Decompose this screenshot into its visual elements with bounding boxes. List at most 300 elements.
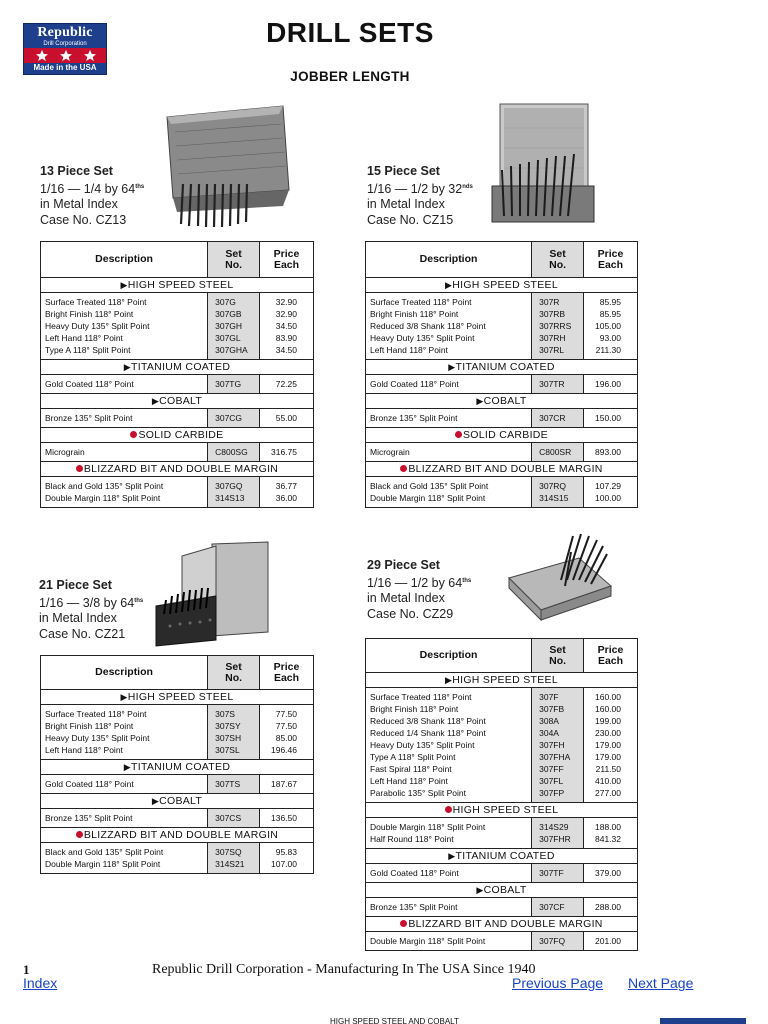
item-descriptions [41, 293, 208, 360]
section-title: HIGH SPEED STEEL [452, 674, 558, 686]
set-21-case: in Metal Index [39, 611, 117, 625]
item-price: 95.83 [275, 847, 297, 857]
table-row [41, 809, 314, 828]
section-title: COBALT [159, 395, 203, 407]
triangle-icon: ▶ [151, 396, 160, 406]
page-title: DRILL SETS [266, 17, 434, 48]
section-header [366, 462, 638, 477]
item-descriptions [366, 898, 532, 917]
item-set-numbers [532, 932, 584, 951]
set-13-case: in Metal Index [40, 197, 118, 211]
set-no-header: Set No. [208, 242, 260, 278]
red-dot-icon [76, 465, 83, 472]
item-price: 85.00 [275, 733, 297, 743]
section-title: COBALT [483, 884, 527, 896]
item-set-numbers [208, 843, 260, 874]
item-price: 288.00 [595, 902, 621, 912]
next-page-link[interactable]: Next Page [628, 975, 694, 991]
description-header: Description [366, 242, 532, 278]
item-set-numbers [532, 818, 584, 849]
item-price: 188.00 [595, 822, 621, 832]
item-description: Bronze 135° Split Point [45, 413, 133, 423]
item-set-number: 307GH [215, 321, 243, 331]
item-price: 230.00 [595, 728, 621, 738]
item-set-number: 307FQ [539, 936, 566, 946]
triangle-icon: ▶ [123, 362, 132, 372]
item-price: 100.00 [595, 493, 621, 503]
table-row [41, 775, 314, 794]
previous-page-link[interactable]: Previous Page [512, 975, 604, 991]
item-prices [584, 864, 638, 883]
set-21-name: 21 Piece Set [39, 578, 112, 592]
item-descriptions [41, 775, 208, 794]
table-row [41, 375, 314, 394]
item-price: 196.46 [271, 745, 297, 755]
item-set-numbers [208, 775, 260, 794]
item-price: 93.00 [599, 333, 621, 343]
item-set-number: 307CG [215, 413, 243, 423]
item-set-numbers [208, 375, 260, 394]
table-row [366, 477, 638, 508]
item-set-numbers [208, 705, 260, 760]
item-price: 72.25 [275, 379, 297, 389]
section-title: HIGH SPEED STEEL [127, 691, 234, 703]
set-21-info [39, 578, 143, 642]
item-description: Half Round 118° Point [370, 834, 454, 844]
set-15-case-photo [482, 98, 602, 230]
section-header [366, 428, 638, 443]
table-row [366, 932, 638, 951]
section-title: TITANIUM COATED [455, 850, 555, 862]
triangle-icon: ▶ [476, 396, 484, 406]
item-description: Surface Treated 118° Point [45, 297, 147, 307]
item-price: 211.30 [595, 345, 621, 355]
item-price: 277.00 [595, 788, 621, 798]
table-row [366, 409, 638, 428]
set-29-case-no: Case No. CZ29 [367, 606, 454, 621]
item-price: 77.50 [275, 709, 297, 719]
page-subtitle: JOBBER LENGTH [290, 69, 410, 84]
item-description: Bright Finish 118° Point [45, 721, 134, 731]
item-price: 85.95 [599, 297, 621, 307]
section-title: TITANIUM COATED [131, 361, 231, 373]
item-prices [260, 409, 314, 428]
section-header [366, 803, 638, 818]
item-price: 32.90 [275, 309, 297, 319]
item-price: 55.00 [275, 413, 297, 423]
item-prices [260, 375, 314, 394]
item-description: Bright Finish 118° Point [45, 309, 134, 319]
price-header: Price Each [584, 242, 638, 278]
section-header [366, 394, 638, 409]
item-description: Surface Treated 118° Point [45, 709, 147, 719]
table-row [41, 705, 314, 760]
set-15-case-no: Case No. CZ15 [367, 212, 454, 227]
triangle-icon: ▶ [476, 885, 484, 895]
logo-subtitle: Drill Corporation [43, 41, 87, 47]
item-set-number: C800SG [215, 447, 248, 457]
next-page-peek-bar [660, 1018, 746, 1024]
section-title: BLIZZARD BIT AND DOUBLE MARGIN [83, 463, 279, 475]
item-set-number: C800SR [539, 447, 572, 457]
item-set-number: 307RQ [539, 481, 567, 491]
section-title: HIGH SPEED STEEL [452, 804, 559, 816]
item-prices [584, 477, 638, 508]
set-13-info [40, 164, 144, 228]
table-row [41, 293, 314, 360]
company-tagline: Republic Drill Corporation - Manufacturing In The USA Since 1940 [152, 962, 536, 977]
item-set-number: 304A [539, 728, 559, 738]
item-set-number: 307FB [539, 704, 565, 714]
item-description: Fast Spiral 118° Point [370, 764, 452, 774]
set-no-header: Set No. [532, 639, 584, 673]
item-set-numbers [532, 898, 584, 917]
item-price: 160.00 [595, 692, 621, 702]
item-price: 199.00 [595, 716, 621, 726]
red-dot-icon [445, 806, 452, 813]
item-set-number: 307GHA [215, 345, 248, 355]
item-prices [260, 477, 314, 508]
item-set-number: 307RL [539, 345, 565, 355]
set-21-price-table [40, 655, 314, 874]
item-description: Bright Finish 118° Point [370, 704, 459, 714]
triangle-icon: ▶ [445, 280, 453, 290]
section-header [366, 278, 638, 293]
set-no-header: Set No. [532, 242, 584, 278]
item-description: Bronze 135° Split Point [45, 813, 133, 823]
table-row [366, 898, 638, 917]
item-description: Double Margin 118° Split Point [370, 822, 486, 832]
item-prices [584, 688, 638, 803]
item-prices [584, 932, 638, 951]
set-13-case-photo [155, 102, 295, 230]
item-set-number: 307FH [539, 740, 565, 750]
price-header: Price Each [260, 656, 314, 690]
item-descriptions [41, 443, 208, 462]
item-set-number: 307TS [215, 779, 241, 789]
section-title: BLIZZARD BIT AND DOUBLE MARGIN [408, 918, 603, 930]
triangle-icon: ▶ [448, 362, 456, 372]
table-row [366, 818, 638, 849]
triangle-icon: ▶ [445, 675, 453, 685]
logo-brand: Republic [37, 25, 93, 40]
price-header: Price Each [584, 639, 638, 673]
item-description: Type A 118° Split Point [45, 345, 131, 355]
item-prices [584, 293, 638, 360]
section-title: TITANIUM COATED [131, 761, 231, 773]
red-dot-icon [400, 465, 407, 472]
red-dot-icon [130, 431, 137, 438]
item-price: 32.90 [275, 297, 297, 307]
item-set-number: 307RRS [539, 321, 572, 331]
section-title: SOLID CARBIDE [462, 429, 548, 441]
red-dot-icon [400, 920, 407, 927]
item-price: 83.90 [275, 333, 297, 343]
triangle-icon: ▶ [151, 796, 160, 806]
set-13-price-table [40, 241, 314, 508]
item-set-number: 314S15 [539, 493, 569, 503]
item-description: Black and Gold 135° Split Point [370, 481, 489, 491]
item-description: Bronze 135° Split Point [370, 902, 458, 912]
item-description: Left Hand 118° Point [370, 345, 448, 355]
item-price: 34.50 [275, 321, 297, 331]
logo-stars-icon [24, 48, 106, 63]
item-price: 179.00 [595, 740, 621, 750]
item-description: Double Margin 118° Split Point [370, 936, 486, 946]
item-description: Type A 118° Split Point [370, 752, 456, 762]
table-row [41, 843, 314, 874]
item-prices [584, 898, 638, 917]
item-set-number: 307FHR [539, 834, 571, 844]
item-descriptions [41, 409, 208, 428]
item-price: 150.00 [595, 413, 621, 423]
set-15-info [367, 164, 473, 228]
item-set-number: 307CS [215, 813, 242, 823]
item-set-number: 307SL [215, 745, 240, 755]
item-price: 36.00 [275, 493, 297, 503]
set-13-name: 13 Piece Set [40, 164, 113, 178]
item-set-numbers [532, 375, 584, 394]
item-set-number: 307FP [539, 788, 565, 798]
set-29-size: 1/16 — 1/2 by $64^{ths}$ [367, 575, 472, 590]
item-description: Parabolic 135° Split Point [370, 788, 467, 798]
item-price: 379.00 [595, 868, 621, 878]
page-number: 1 [23, 962, 30, 977]
item-set-numbers [208, 809, 260, 828]
item-descriptions [366, 477, 532, 508]
item-prices [260, 809, 314, 828]
item-set-number: 307FF [539, 764, 564, 774]
item-set-number: 314S21 [215, 859, 245, 869]
item-set-numbers [208, 477, 260, 508]
section-header [41, 394, 314, 409]
section-header [366, 883, 638, 898]
item-description: Black and Gold 135° Split Point [45, 847, 164, 857]
table-row [366, 864, 638, 883]
item-set-number: 307SQ [215, 847, 242, 857]
item-description: Reduced 3/8 Shank 118° Point [370, 716, 486, 726]
section-title: COBALT [159, 795, 203, 807]
item-prices [584, 443, 638, 462]
set-15-size: 1/16 — 1/2 by $32^{nds}$ [367, 181, 473, 196]
item-set-number: 307CR [539, 413, 566, 423]
item-description: Reduced 3/8 Shank 118° Point [370, 321, 486, 331]
item-description: Double Margin 118° Split Point [370, 493, 486, 503]
item-price: 77.50 [275, 721, 297, 731]
item-price: 211.50 [595, 764, 621, 774]
section-title: HIGH SPEED STEEL [127, 279, 234, 291]
item-price: 893.00 [595, 447, 621, 457]
item-set-number: 307SH [215, 733, 242, 743]
set-29-price-table [365, 638, 638, 951]
item-price: 196.00 [595, 379, 621, 389]
item-set-number: 314S13 [215, 493, 245, 503]
item-set-numbers [208, 443, 260, 462]
description-header: Description [366, 639, 532, 673]
item-set-number: 307GB [215, 309, 242, 319]
item-price: 201.00 [595, 936, 621, 946]
section-header [41, 760, 314, 775]
triangle-icon: ▶ [448, 851, 456, 861]
section-header [41, 794, 314, 809]
item-prices [260, 443, 314, 462]
price-header: Price Each [260, 242, 314, 278]
section-header [366, 849, 638, 864]
item-descriptions [366, 932, 532, 951]
item-price: 179.00 [595, 752, 621, 762]
item-price: 107.29 [595, 481, 621, 491]
item-prices [260, 843, 314, 874]
item-price: 105.00 [595, 321, 621, 331]
table-row [41, 409, 314, 428]
item-description: Reduced 1/4 Shank 118° Point [370, 728, 486, 738]
item-price: 316.75 [271, 447, 297, 457]
set-21-case-no: Case No. CZ21 [39, 626, 126, 641]
table-row [41, 443, 314, 462]
section-header [41, 828, 314, 843]
section-title: BLIZZARD BIT AND DOUBLE MARGIN [83, 829, 279, 841]
item-description: Left Hand 118° Point [370, 776, 448, 786]
section-title: SOLID CARBIDE [138, 429, 224, 441]
set-13-case-no: Case No. CZ13 [40, 212, 127, 227]
item-prices [260, 775, 314, 794]
item-set-numbers [532, 688, 584, 803]
item-set-number: 307S [215, 709, 235, 719]
item-price: 85.95 [599, 309, 621, 319]
section-header [41, 462, 314, 477]
index-link[interactable]: Index [23, 975, 58, 991]
item-description: Gold Coated 118° Point [45, 379, 134, 389]
section-header [366, 917, 638, 932]
item-set-number: 307SY [215, 721, 241, 731]
table-row [366, 293, 638, 360]
item-price: 187.67 [271, 779, 297, 789]
item-set-numbers [532, 477, 584, 508]
item-set-number: 307GL [215, 333, 241, 343]
item-description: Surface Treated 118° Point [370, 297, 472, 307]
section-header [41, 360, 314, 375]
item-descriptions [366, 864, 532, 883]
item-description: Gold Coated 118° Point [45, 779, 134, 789]
item-description: Double Margin 118° Split Point [45, 859, 161, 869]
item-set-numbers [208, 409, 260, 428]
item-price: 136.50 [271, 813, 297, 823]
triangle-icon: ▶ [120, 280, 128, 290]
section-title: COBALT [483, 395, 527, 407]
item-description: Heavy Duty 135° Split Point [370, 333, 475, 343]
item-set-number: 307RB [539, 309, 566, 319]
table-row [41, 477, 314, 508]
item-descriptions [366, 375, 532, 394]
item-set-number: 307FL [539, 776, 564, 786]
item-set-numbers [532, 409, 584, 428]
section-title: TITANIUM COATED [455, 361, 555, 373]
item-set-number: 307RH [539, 333, 566, 343]
item-set-number: 307TG [215, 379, 242, 389]
red-dot-icon [455, 431, 462, 438]
section-title: HIGH SPEED STEEL [452, 279, 558, 291]
item-set-number: 307GQ [215, 481, 243, 491]
logo-made-in-usa: Made in the USA [33, 63, 97, 72]
item-set-number: 307G [215, 297, 236, 307]
item-set-numbers [208, 293, 260, 360]
section-title: BLIZZARD BIT AND DOUBLE MARGIN [408, 463, 603, 475]
table-row [366, 688, 638, 803]
item-descriptions [41, 809, 208, 828]
set-21-size: 1/16 — 3/8 by $64^{ths}$ [39, 595, 144, 610]
item-set-numbers [532, 443, 584, 462]
item-prices [584, 375, 638, 394]
item-descriptions [366, 409, 532, 428]
item-price: 160.00 [595, 704, 621, 714]
item-description: Left Hand 118° Point [45, 745, 123, 755]
table-row [366, 375, 638, 394]
table-row [366, 443, 638, 462]
section-header [41, 690, 314, 705]
item-descriptions [41, 843, 208, 874]
item-description: Heavy Duty 135° Split Point [45, 321, 150, 331]
item-set-number: 307R [539, 297, 560, 307]
item-price: 34.50 [275, 345, 297, 355]
item-price: 841.32 [595, 834, 621, 844]
item-prices [260, 293, 314, 360]
set-29-case-photo [505, 530, 615, 626]
item-set-number: 307CF [539, 902, 565, 912]
set-no-header: Set No. [208, 656, 260, 690]
item-price: 107.00 [271, 859, 297, 869]
red-dot-icon [76, 831, 83, 838]
section-header [366, 673, 638, 688]
item-price: 36.77 [275, 481, 297, 491]
section-header [41, 278, 314, 293]
set-15-case: in Metal Index [367, 197, 445, 211]
item-set-number: 307FHA [539, 752, 571, 762]
item-description: Micrograin [45, 447, 85, 457]
item-price: 410.00 [595, 776, 621, 786]
item-prices [260, 705, 314, 760]
item-description: Left Hand 118° Point [45, 333, 123, 343]
item-set-number: 307TF [539, 868, 564, 878]
set-29-case: in Metal Index [367, 591, 445, 605]
item-prices [584, 409, 638, 428]
item-descriptions [41, 477, 208, 508]
set-29-name: 29 Piece Set [367, 558, 440, 572]
triangle-icon: ▶ [123, 762, 132, 772]
set-29-info [367, 558, 471, 622]
item-set-numbers [532, 293, 584, 360]
section-header [41, 428, 314, 443]
item-description: Bronze 135° Split Point [370, 413, 458, 423]
item-descriptions [41, 705, 208, 760]
next-page-peek-text: HIGH SPEED STEEL AND COBALT [330, 1017, 459, 1024]
description-header: Description [41, 656, 208, 690]
item-description: Bright Finish 118° Point [370, 309, 459, 319]
item-set-number: 307F [539, 692, 559, 702]
item-description: Gold Coated 118° Point [370, 379, 459, 389]
set-13-size: 1/16 — 1/4 by $64^{ths}$ [40, 181, 145, 196]
item-description: Heavy Duty 135° Split Point [370, 740, 475, 750]
item-set-number: 314S29 [539, 822, 569, 832]
set-15-price-table [365, 241, 638, 508]
item-description: Black and Gold 135° Split Point [45, 481, 164, 491]
description-header: Description [41, 242, 208, 278]
item-descriptions [41, 375, 208, 394]
item-description: Heavy Duty 135° Split Point [45, 733, 150, 743]
set-15-name: 15 Piece Set [367, 164, 440, 178]
item-descriptions [366, 293, 532, 360]
item-set-numbers [532, 864, 584, 883]
item-set-number: 307TR [539, 379, 565, 389]
